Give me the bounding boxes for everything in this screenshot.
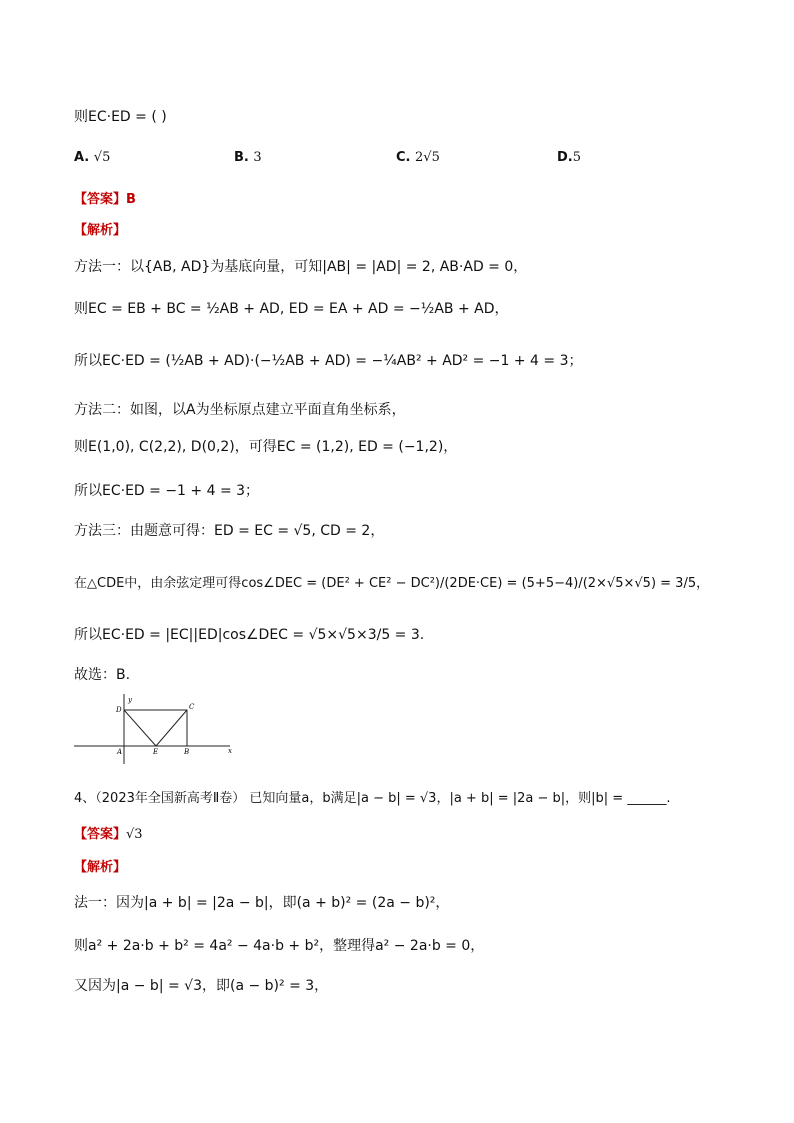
q3-analysis-label: 【解析】 — [74, 223, 127, 238]
q4-line-1: 法一：因为|a + b| = |2a − b|，即(a + b)² = (2a − b)²， — [74, 895, 450, 911]
q3-line-1: 方法一：以{AB, AD}为基底向量，可知|AB| = |AD| = 2, AB·AD = 0， — [74, 259, 528, 275]
label-e: E — [153, 748, 159, 756]
q3-line-6: 所以EC·ED = −1 + 4 = 3； — [74, 483, 260, 499]
q3-line-9: 所以EC·ED = |EC||ED|cos∠DEC = √5×√5×3/5 = 3. — [74, 627, 425, 643]
label-y: y — [128, 696, 132, 704]
q3-line-5: 则E(1,0), C(2,2), D(0,2)，可得EC = (1,2), ED = (−1,2)， — [74, 439, 458, 455]
q4-line-3: 又因为|a − b| = √3，即(a − b)² = 3， — [74, 978, 329, 994]
q3-line-8: 在△CDE中，由余弦定理可得cos∠DEC = (DE² + CE² − DC²)/(2DE·CE) = (5+5−4)/(2×√5×√5) = 3/5， — [74, 576, 710, 591]
q4-answer: 【答案】√3 — [74, 827, 143, 842]
q3-line-2: 则EC = EB + BC = ½AB + AD, ED = EA + AD = −½AB + AD， — [74, 301, 509, 317]
label-b: B — [184, 748, 190, 756]
q4-analysis-label: 【解析】 — [74, 860, 127, 875]
option-c: C. 2√5 — [396, 150, 440, 165]
option-b: B. 3 — [234, 150, 262, 165]
q4-stem: 4、（2023年全国新高考Ⅱ卷） 已知向量a，b满足|a − b| = √3，|a + b| = |2a − b|，则|b| = ______. — [74, 791, 671, 806]
q3-stem: 则EC·ED = ( ) — [74, 109, 167, 125]
label-d: D — [116, 706, 122, 714]
option-d: D.5 — [557, 150, 582, 165]
q3-line-3: 所以EC·ED = (½AB + AD)·(−½AB + AD) = −¼AB² + AD² = −1 + 4 = 3； — [74, 353, 583, 369]
q4-line-2: 则a² + 2a·b + b² = 4a² − 4a·b + b²，整理得a² − 2a·b = 0， — [74, 938, 485, 954]
label-c: C — [189, 703, 195, 711]
option-a: A. √5 — [74, 150, 111, 165]
q3-line-10: 故选：B. — [74, 667, 131, 683]
segment-de — [124, 710, 156, 746]
square-abcd — [124, 710, 187, 746]
q3-figure — [72, 694, 242, 764]
q3-line-7: 方法三：由题意可得：ED = EC = √5, CD = 2， — [74, 523, 385, 539]
label-a: A — [117, 748, 123, 756]
q3-answer: 【答案】B — [74, 192, 136, 207]
segment-ec — [156, 710, 187, 746]
q3-line-4: 方法二：如图，以A为坐标原点建立平面直角坐标系， — [74, 402, 406, 418]
label-x: x — [228, 747, 232, 755]
